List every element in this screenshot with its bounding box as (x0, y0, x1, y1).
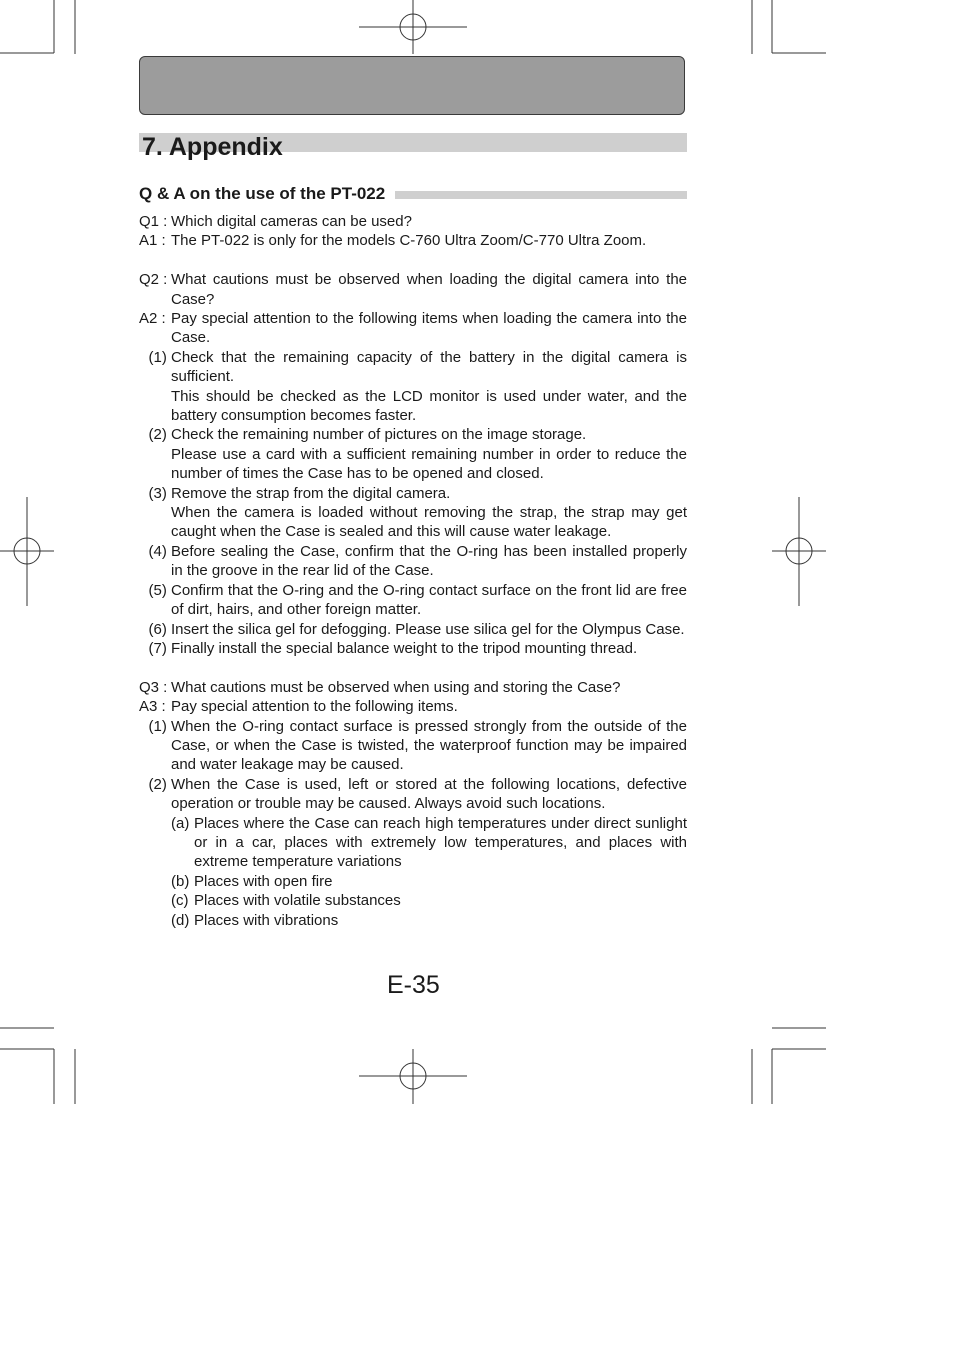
question-3: Q3 : What cautions must be observed when using and storing the Case? (139, 678, 621, 696)
list-item: (5) Confirm that the O-ring and the O-ring contact surface on the front lid are free of dirt, hairs, and other foreign matter. (148, 581, 687, 619)
list-item: (7) Finally install the special balance weight to the tripod mounting thread. (148, 639, 638, 657)
section-title: 7. Appendix (142, 133, 283, 161)
list-item: (4) Before sealing the Case, confirm that the O-ring has been installed properly in the groove in the rear lid of the Case. (148, 542, 687, 580)
sub-list-item: (b) Places with open fire (171, 872, 333, 890)
list-item: (3) Remove the strap from the digital camera. When the camera is loaded without removing the strap, the strap may get caught when the Case is sealed and this will cause water leakage. (148, 484, 687, 541)
subsection-rule (395, 191, 687, 199)
answer-2: A2 : Pay special attention to the following items when loading the camera into the Case. (139, 310, 687, 347)
answer-1: A1 : The PT-022 is only for the models C-760 Ultra Zoom/C-770 Ultra Zoom. (139, 232, 647, 250)
subsection-title: Q & A on the use of the PT-022 (139, 184, 386, 203)
list-item: (1) When the O-ring contact surface is pressed strongly from the outside of the Case, or when the Case is twisted, the waterproof function may be impaired and water leakage may be caused. (148, 717, 687, 774)
subsection-heading (139, 183, 687, 205)
sub-list-item: (d) Places with vibrations (171, 911, 339, 929)
header-bar (139, 56, 685, 115)
sub-list-item: (a) Places where the Case can reach high temperatures under direct sunlight or in a car, places with extremely low temperatures, and places with extreme temperature variations (171, 814, 687, 871)
list-item: (1) Check that the remaining capacity of the battery in the digital camera is sufficient. This should be checked as the LCD monitor is used under water, and the battery consumption becomes faster. (148, 348, 687, 425)
page-number: E-35 (387, 971, 440, 999)
qa-content (139, 212, 687, 930)
answer-3: A3 : Pay special attention to the following items. (139, 698, 458, 716)
list-item: (2) Check the remaining number of pictures on the image storage. Please use a card with a sufficient remaining number in order to reduce the number of times the Case has to be opened and closed. (148, 426, 687, 483)
sub-list-item: (c) Places with volatile substances (171, 892, 401, 910)
list-item: (6) Insert the silica gel for defogging. Please use silica gel for the Olympus Case. (148, 620, 685, 638)
question-2: Q2 : What cautions must be observed when loading the digital camera into the Case? (139, 271, 687, 308)
question-1: Q1 : Which digital cameras can be used? (139, 213, 412, 230)
list-item: (2) When the Case is used, left or stored at the following locations, defective operation or trouble may be caused. Always avoid such locations. (a) Places where the Case can reach high temperatures under direct sunlight or in a car, places with extremely low temperatures, and places with extreme temperature variations (b) Places with open fire (c) Places with volatile substances (d) Places with vibrations (148, 775, 687, 929)
